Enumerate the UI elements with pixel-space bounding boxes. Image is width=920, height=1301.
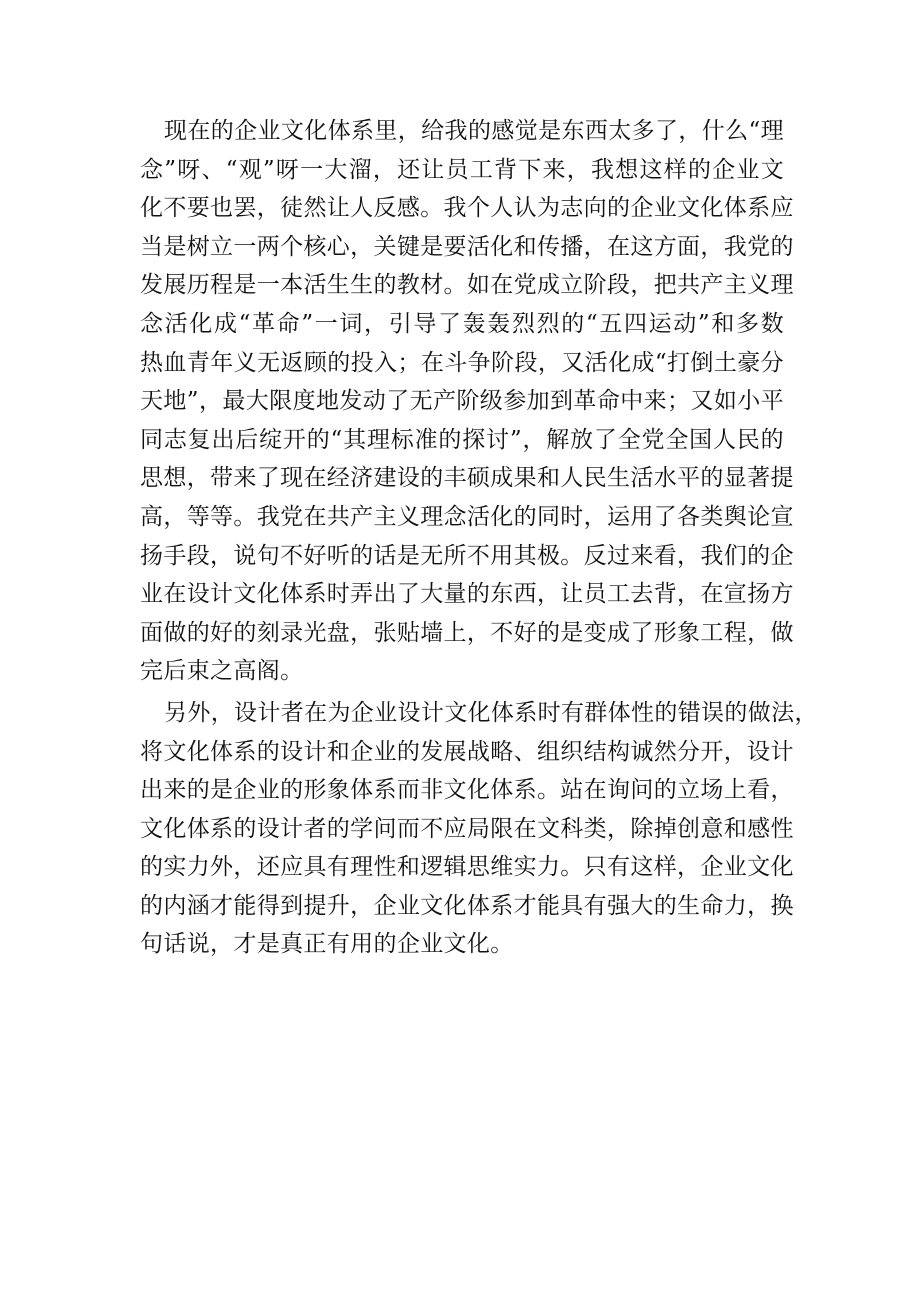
text-line: 思想，带来了现在经济建设的丰硕成果和人民生活水平的显著提	[140, 465, 794, 492]
text-line: 句话说，才是真正有用的企业文化。	[140, 931, 514, 958]
text-line: 面做的好的刻录光盘，张贴墙上，不好的是变成了形象工程，做	[140, 619, 794, 646]
text-line: 将文化体系的设计和企业的发展战略、组织结构诚然分开，设计	[140, 738, 794, 765]
text-line: 念”呀、“观”呀一大溜，还让员工背下来，我想这样的企业文	[140, 156, 784, 183]
text-line: 化不要也罢，徒然让人反感。我个人认为志向的企业文化体系应	[140, 195, 794, 222]
text-line: 另外，设计者在为企业设计文化体系时有群体性的错误的做法，	[164, 699, 818, 726]
paragraph-2	[140, 694, 818, 964]
text-line: 现在的企业文化体系里，给我的感觉是东西太多了，什么“理	[164, 118, 784, 144]
document-body	[140, 112, 818, 964]
text-line: 热血青年义无返顾的投入；在斗争阶段，又活化成“打倒土豪分	[140, 349, 784, 376]
paragraph-1	[140, 112, 794, 691]
text-line: 的内涵才能得到提升，企业文化体系才能具有强大的生命力，换	[140, 892, 794, 919]
text-line: 当是树立一两个核心，关键是要活化和传播，在这方面，我党的	[140, 233, 794, 260]
text-line: 业在设计文化体系时弄出了大量的东西，让员工去背，在宣扬方	[140, 581, 794, 608]
text-line: 的实力外，还应具有理性和逻辑思维实力。只有这样，企业文化	[140, 854, 794, 881]
text-line: 扬手段，说句不好听的话是无所不用其极。反过来看，我们的企	[140, 542, 794, 569]
text-line: 天地”，最大限度地发动了无产阶级参加到革命中来；又如小平	[140, 388, 784, 415]
text-line: 发展历程是一本活生生的教材。如在党成立阶段，把共产主义理	[140, 272, 794, 299]
text-line: 完后束之高阁。	[140, 658, 304, 685]
text-line: 高，等等。我党在共产主义理念活化的同时，运用了各类舆论宣	[140, 503, 794, 530]
text-line: 念活化成“革命”一词，引导了轰轰烈烈的“五四运动”和多数	[140, 310, 784, 337]
text-line: 同志复出后绽开的“其理标准的探讨”，解放了全党全国人民的	[140, 426, 784, 453]
text-line: 文化体系的设计者的学问而不应局限在文科类，除掉创意和感性	[140, 815, 794, 842]
text-line: 出来的是企业的形象体系而非文化体系。站在询问的立场上看，	[140, 777, 794, 804]
